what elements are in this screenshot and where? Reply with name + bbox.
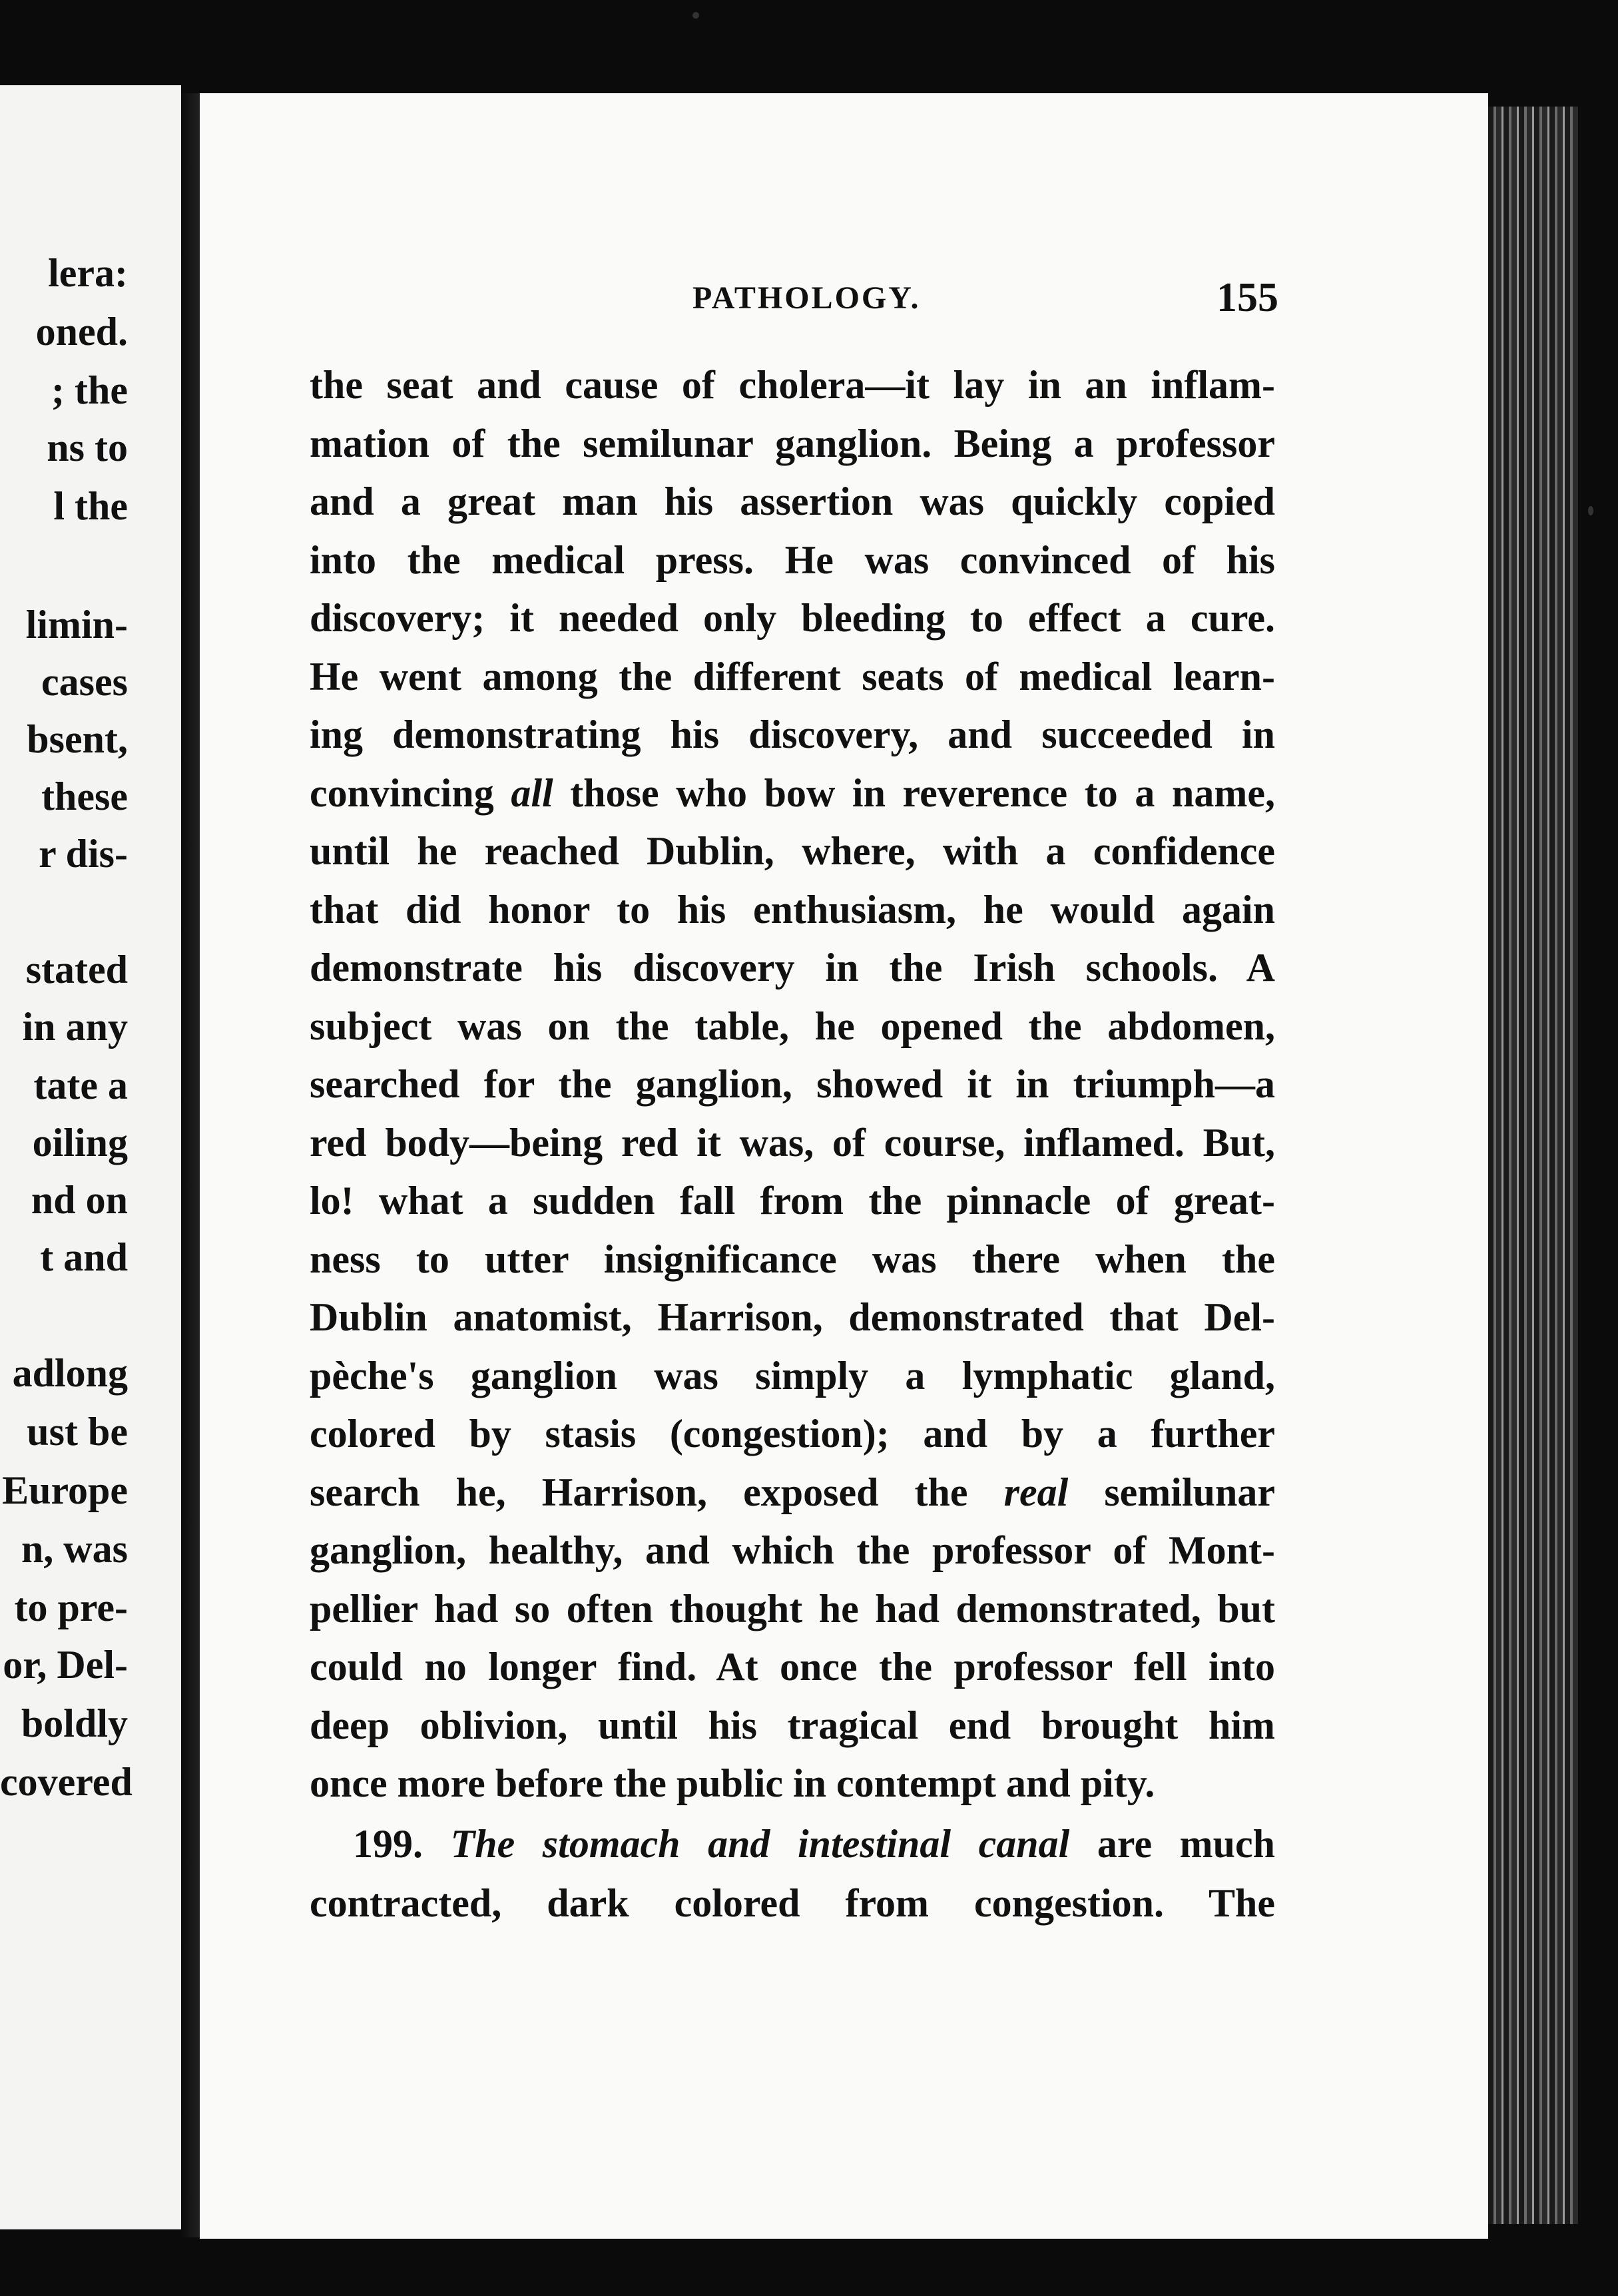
- left-page-line: ; the: [51, 368, 128, 412]
- italic-word: all: [511, 770, 553, 815]
- left-page-line: bsent,: [27, 717, 128, 761]
- left-page-line: nd on: [31, 1178, 128, 1222]
- text-line: and a great man his assertion was quickly copied: [310, 479, 1275, 523]
- text-line: [310, 764, 1275, 823]
- text-line: subject was on the table, he opened the abdomen,: [310, 1004, 1275, 1048]
- left-page-line: oiling: [32, 1121, 128, 1165]
- left-page-fragment: [0, 85, 181, 2229]
- left-page-line: t and: [40, 1235, 128, 1279]
- text-line: until he reached Dublin, where, with a confidence: [310, 829, 1275, 873]
- text-line: contracted, dark colored from congestion. The: [310, 1880, 1275, 1925]
- page-header: [306, 274, 1278, 328]
- left-page-line: r dis-: [39, 832, 128, 876]
- text-line: mation of the semilunar ganglion. Being a professor: [310, 421, 1275, 465]
- left-page-line: [0, 1287, 181, 1345]
- text-line: searched for the ganglion, showed it in triumph—a: [310, 1062, 1275, 1106]
- text-fragment: those who bow in reverence to a name,: [553, 770, 1275, 815]
- italic-word: real: [1003, 1470, 1069, 1514]
- text-line: the seat and cause of cholera—it lay in an inflam-: [310, 363, 1275, 407]
- text-line: lo! what a sudden fall from the pinnacle of great-: [310, 1179, 1275, 1223]
- text-line: that did honor to his enthusiasm, he would again: [310, 887, 1275, 932]
- running-head: PATHOLOGY.: [692, 280, 921, 316]
- text-fragment: search he, Harrison, exposed the: [310, 1470, 1004, 1514]
- page-number: 155: [1216, 275, 1278, 320]
- text-fragment: semilunar: [1068, 1470, 1276, 1514]
- text-line: He went among the different seats of medical learn-: [310, 654, 1275, 699]
- left-page-line: cases: [41, 660, 128, 704]
- left-page-line: boldly: [21, 1701, 128, 1745]
- left-page-line: n, was: [21, 1527, 128, 1571]
- left-page-line: adlong: [12, 1351, 128, 1395]
- left-page-line: ns to: [47, 426, 128, 469]
- left-page-line: Europe: [2, 1468, 128, 1512]
- left-page-line: or, Del-: [3, 1643, 128, 1687]
- left-page-line: tate a: [33, 1063, 128, 1107]
- left-page-line: oned.: [35, 310, 128, 354]
- body-text: [310, 356, 1275, 1932]
- text-line: pellier had so often thought he had demonstrated, but: [310, 1586, 1275, 1631]
- text-line: into the medical press. He was convinced of his: [310, 537, 1275, 582]
- text-line: could no longer find. At once the professor fell into: [310, 1645, 1275, 1689]
- left-page-line: lera:: [48, 251, 128, 295]
- text-line: Dublin anatomist, Harrison, demonstrated that Del-: [310, 1295, 1275, 1339]
- left-page-line: l the: [53, 484, 128, 528]
- text-line: colored by stasis (congestion); and by a further: [310, 1412, 1275, 1456]
- dust-speck: [1588, 506, 1593, 515]
- left-page-line: these: [41, 774, 128, 818]
- text-line: ness to utter insignificance was there when the: [310, 1237, 1275, 1281]
- left-page-line: to pre-: [14, 1585, 128, 1629]
- text-line: demonstrate his discovery in the Irish schools. A: [310, 946, 1275, 990]
- paragraph-199-line: [310, 1813, 1275, 1874]
- left-page-line: covered: [0, 1760, 133, 1804]
- paragraph-number: 199.: [353, 1821, 423, 1866]
- text-line: ganglion, healthy, and which the professor of Mont-: [310, 1528, 1275, 1572]
- left-page-line: limin-: [25, 603, 128, 647]
- text-line: pèche's ganglion was simply a lymphatic gland,: [310, 1353, 1275, 1398]
- text-line: ing demonstrating his discovery, and succeeded in: [310, 713, 1275, 756]
- page-edges: [1488, 107, 1578, 2224]
- text-line: [310, 1464, 1275, 1522]
- text-fragment: are much: [1069, 1821, 1276, 1866]
- text-line: discovery; it needed only bleeding to effect a cure.: [310, 596, 1275, 640]
- text-line: once more before the public in contempt and pity.: [310, 1761, 1155, 1805]
- dust-speck: [692, 12, 699, 19]
- left-page-line: stated: [25, 948, 128, 992]
- left-page-line: [0, 535, 181, 594]
- text-fragment: convincing: [310, 770, 511, 815]
- text-line: red body—being red it was, of course, inflamed. But,: [310, 1120, 1275, 1165]
- italic-phrase: The stomach and intestinal canal: [450, 1821, 1070, 1866]
- left-page-line: [0, 883, 181, 942]
- text-line: deep oblivion, until his tragical end brought him: [310, 1703, 1275, 1747]
- left-page-line: in any: [22, 1005, 128, 1049]
- left-page-line: ust be: [27, 1410, 128, 1454]
